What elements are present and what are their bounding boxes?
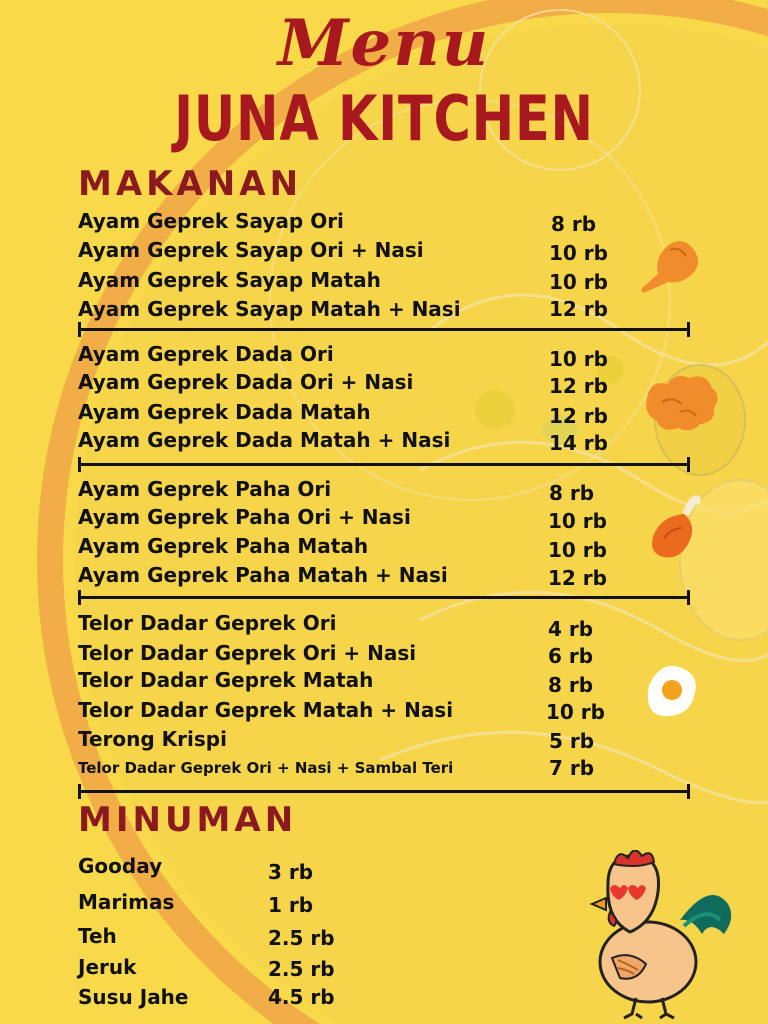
menu-item-name: Ayam Geprek Dada Matah [78, 400, 371, 424]
menu-item-name: Ayam Geprek Sayap Ori + Nasi [78, 238, 424, 262]
section-divider [78, 596, 690, 599]
menu-item-price: 12 rb [549, 297, 608, 321]
drink-item-price: 1 rb [268, 893, 314, 917]
menu-item-price: 8 rb [548, 673, 594, 697]
menu-item-price: 12 rb [548, 566, 607, 590]
menu-item-name: Ayam Geprek Dada Ori [78, 342, 334, 366]
menu-item-price: 12 rb [549, 374, 608, 398]
menu-item-price: 14 rb [549, 431, 608, 455]
menu-item-name: Ayam Geprek Paha Matah [78, 534, 369, 558]
menu-item-name: Ayam Geprek Dada Ori + Nasi [78, 370, 414, 394]
section-divider [78, 328, 690, 331]
drink-item-price: 3 rb [268, 860, 314, 884]
menu-item-price: 10 rb [548, 509, 607, 533]
menu-item-price: 12 rb [549, 404, 608, 428]
menu-item-price: 8 rb [551, 212, 597, 236]
menu-item-price: 6 rb [548, 644, 594, 668]
menu-item-name: Ayam Geprek Paha Ori [78, 477, 332, 501]
menu-item-price: 10 rb [546, 700, 605, 724]
menu-item-name: Ayam Geprek Paha Matah + Nasi [78, 563, 448, 587]
menu-item-name: Ayam Geprek Paha Ori + Nasi [78, 505, 411, 529]
drink-item-name: Susu Jahe [78, 985, 189, 1009]
menu-item-price: 4 rb [548, 617, 594, 641]
menu-item-price: 5 rb [549, 729, 595, 753]
menu-item-name: Telor Dadar Geprek Matah [78, 668, 374, 692]
rooster-icon [588, 850, 738, 1020]
section-title-minuman: MINUMAN [78, 800, 298, 840]
drink-item-name: Marimas [78, 890, 175, 914]
menu-item-name: Ayam Geprek Sayap Matah + Nasi [78, 297, 461, 321]
menu-item-name: Ayam Geprek Sayap Matah [78, 268, 381, 292]
menu-item-price: 10 rb [549, 347, 608, 371]
menu-item-name: Ayam Geprek Sayap Ori [78, 209, 344, 233]
drink-item-price: 2.5 rb [268, 957, 335, 981]
menu-item-name: Telor Dadar Geprek Ori + Nasi [78, 641, 417, 665]
script-title: Menu [277, 6, 491, 81]
menu-item-price: 10 rb [548, 538, 607, 562]
restaurant-name: JUNA KITCHEN [174, 82, 594, 155]
drink-item-name: Teh [78, 924, 117, 948]
menu-item-name: Telor Dadar Geprek Matah + Nasi [78, 698, 454, 722]
drumstick-icon [650, 492, 710, 564]
menu-item-price: 7 rb [549, 756, 595, 780]
drink-item-name: Jeruk [78, 955, 137, 979]
chicken-wing-icon [640, 236, 706, 296]
section-title-makanan: MAKANAN [78, 164, 303, 204]
drink-item-price: 2.5 rb [268, 926, 335, 950]
section-divider [78, 463, 690, 466]
menu-item-name: Terong Krispi [78, 727, 227, 751]
menu-item-name: Telor Dadar Geprek Ori [78, 611, 337, 635]
menu-item-price: 8 rb [549, 481, 595, 505]
drink-item-price: 4.5 rb [268, 985, 335, 1009]
drink-item-name: Gooday [78, 854, 163, 878]
menu-item-price: 10 rb [549, 270, 608, 294]
menu-item-name: Ayam Geprek Dada Matah + Nasi [78, 428, 451, 452]
menu-item-price: 10 rb [549, 241, 608, 265]
menu-item-name: Telor Dadar Geprek Ori + Nasi + Sambal Teri [78, 759, 454, 777]
fried-egg-icon [646, 662, 700, 722]
section-divider [78, 790, 690, 793]
chicken-breast-icon [640, 372, 722, 436]
